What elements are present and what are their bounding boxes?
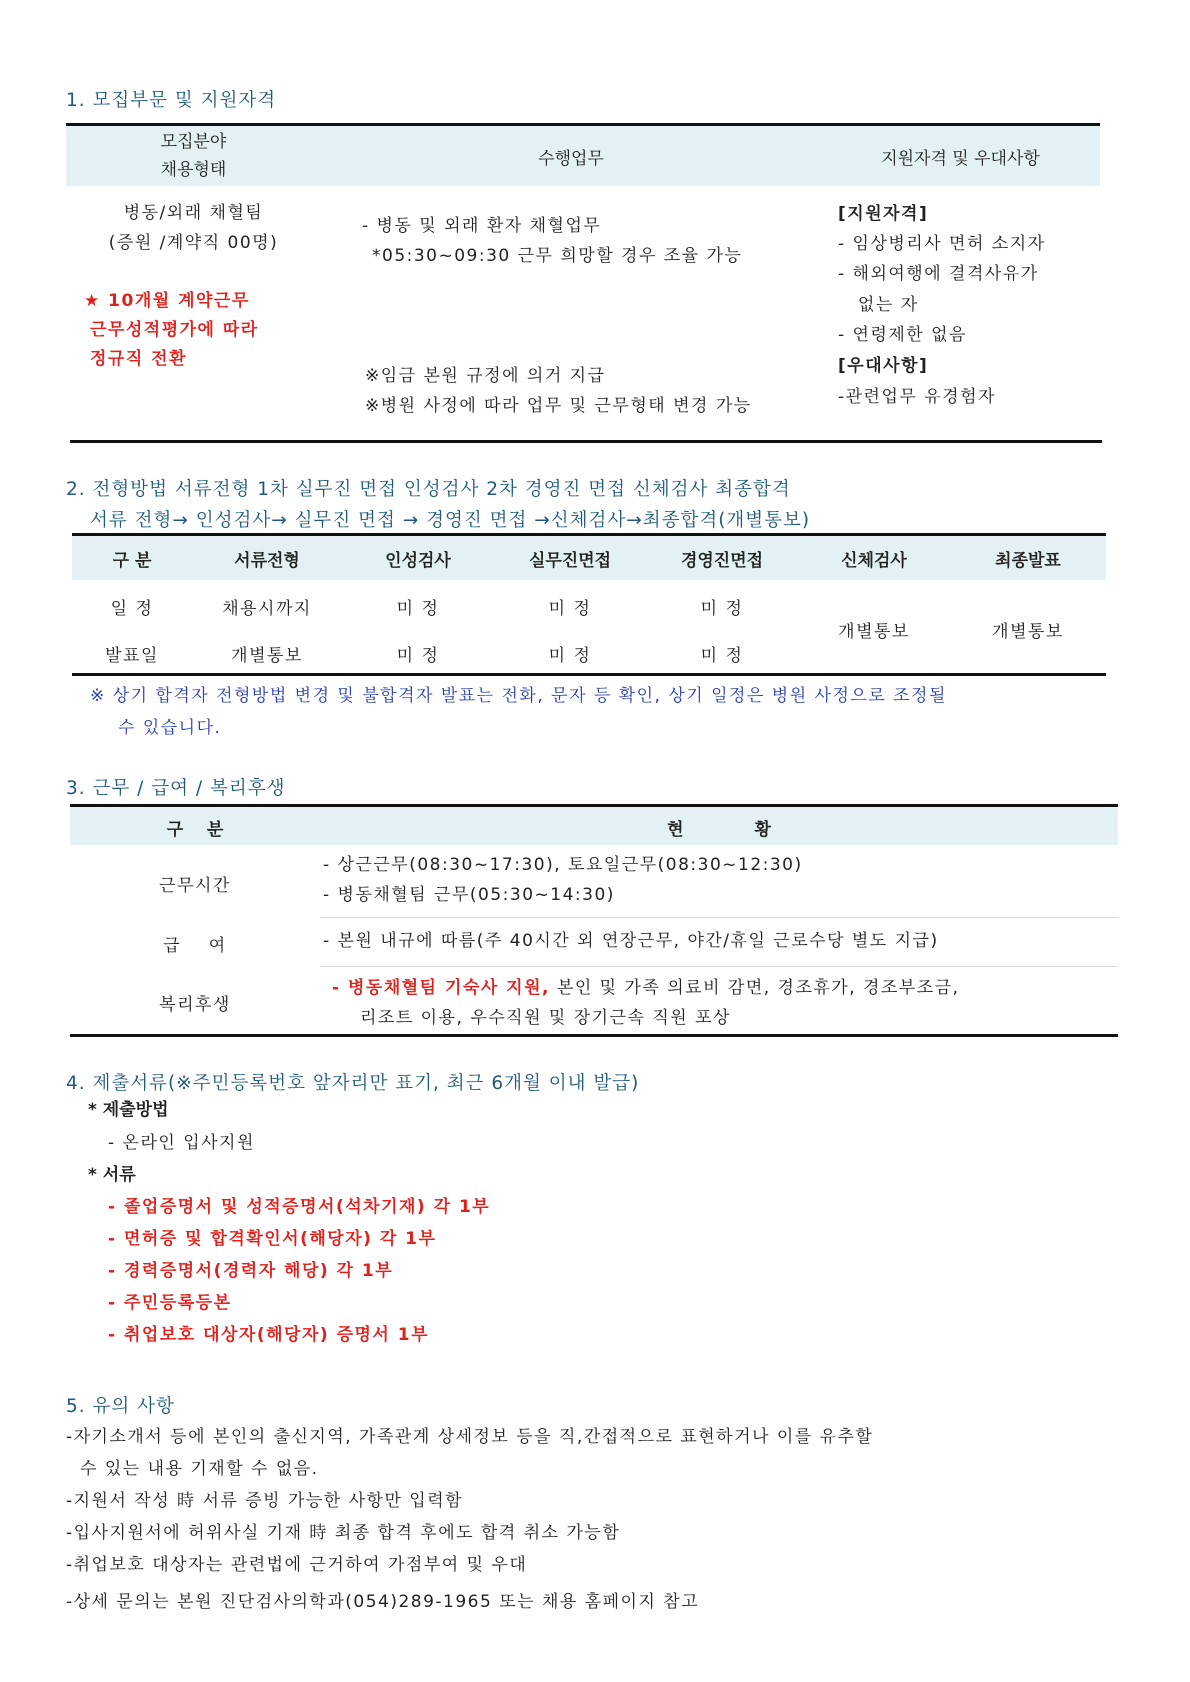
qual-2: - 해외여행에 결격사유가 (838, 264, 1039, 284)
document-1: - 졸업증명서 및 성적증명서(석차기재) 각 1부 (108, 1197, 491, 1217)
dept-name: 병동/외래 채혈팀 (123, 203, 264, 223)
pref-1: -관련업무 유경험자 (838, 387, 996, 407)
benefit-divider-2 (320, 966, 1118, 967)
welfare-dorm-support: - 병동채혈팀 기숙사 지원, (332, 978, 550, 998)
sel-row2-exec-interview: 미 정 (700, 646, 744, 666)
sel-row1-documents: 채용시까지 (222, 599, 312, 619)
selection-flow: 서류 전형→ 인성검사→ 실무진 면접 → 경영진 면접 →신체검사→최종합격(개별통보) (90, 510, 811, 531)
sel-row1-exec-interview: 미 정 (700, 599, 744, 619)
section2-title: 2. 전형방법 서류전형 1차 실무진 면접 인성검사 2차 경영진 면접 신체검사 최종합격 (66, 479, 791, 500)
section1-header-col1 (66, 128, 321, 184)
sel-header-aptitude: 인성검사 (385, 551, 451, 571)
document-2: - 면허증 및 합격확인서(해당자) 각 1부 (108, 1229, 437, 1249)
document-3: - 경력증명서(경력자 해당) 각 1부 (108, 1261, 394, 1281)
sel-header-category: 구 분 (112, 551, 152, 571)
duty-1: - 병동 및 외래 환자 채혈업무 (362, 216, 602, 236)
sel-header-staff-interview: 실무진면접 (528, 551, 612, 571)
sel-row1-aptitude: 미 정 (396, 599, 440, 619)
sel-row2-staff-interview: 미 정 (548, 646, 592, 666)
header-qualifications: 지원자격 및 우대사항 (881, 149, 1040, 169)
section5-title: 5. 유의 사항 (66, 1396, 175, 1417)
caution-4: -취업보호 대상자는 관련법에 근거하여 가점부여 및 우대 (66, 1555, 528, 1575)
document-4: - 주민등록등본 (108, 1293, 232, 1313)
sel-row2-aptitude: 미 정 (396, 646, 440, 666)
benefit-header-category: 구 분 (166, 820, 224, 840)
selection-note-2: 수 있습니다. (118, 718, 222, 738)
contract-note-3: 정규직 전환 (90, 349, 188, 369)
qual-title: [지원자격] (838, 204, 929, 224)
welfare-line-2: 리조트 이용, 우수직원 및 장기근속 직원 포상 (360, 1008, 731, 1028)
contract-note-2: 근무성적평가에 따라 (90, 320, 259, 340)
section1-bottom-rule (70, 440, 1102, 443)
duty-2: *05:30~09:30 근무 희망할 경우 조율 가능 (372, 246, 743, 266)
header-duties: 수행업무 (538, 149, 604, 169)
document-5: - 취업보호 대상자(해당자) 증명서 1부 (108, 1325, 430, 1345)
sel-header-physical: 신체검사 (841, 551, 907, 571)
caution-1-cont: 수 있는 내용 기재할 수 없음. (80, 1459, 319, 1479)
sel-header-final: 최종발표 (995, 551, 1061, 571)
work-hours-1: - 상근근무(08:30~17:30), 토요일근무(08:30~12:30) (323, 855, 803, 875)
dept-type: (증원 /계약직 00명) (108, 233, 279, 253)
sel-header-documents: 서류전형 (234, 551, 300, 571)
sel-row2-documents: 개별통보 (231, 646, 303, 666)
caution-3: -입사지원서에 허위사실 기재 時 최종 합격 후에도 합격 취소 가능함 (66, 1523, 621, 1543)
section2-bottom-rule (72, 673, 1106, 676)
welfare-line-1 (332, 973, 960, 1003)
qual-3: 없는 자 (858, 295, 919, 315)
sel-row1-label: 일 정 (110, 599, 154, 619)
pay-label: 급 여 (163, 936, 227, 956)
section4-title: 4. 제출서류(※주민등록번호 앞자리만 표기, 최근 6개월 이내 발급) (66, 1073, 640, 1094)
section3-title: 3. 근무 / 급여 / 복리후생 (66, 778, 286, 799)
qual-4: - 연령제한 없음 (838, 325, 967, 345)
documents-title: * 서류 (88, 1165, 136, 1185)
pay-detail: - 본원 내규에 따름(주 40시간 외 연장근무, 야간/휴일 근로수당 별도 지급) (323, 931, 939, 951)
work-hours-label: 근무시간 (159, 876, 231, 896)
benefit-header-status: 현 황 (667, 820, 771, 840)
sel-final-merged: 개별통보 (992, 622, 1064, 642)
submit-method-title: * 제출방법 (88, 1100, 169, 1120)
welfare-other-benefits: 본인 및 가족 의료비 감면, 경조휴가, 경조부조금, (550, 978, 960, 998)
caution-2: -지원서 작성 時 서류 증빙 가능한 사항만 입력함 (66, 1491, 464, 1511)
welfare-label: 복리후생 (159, 995, 231, 1015)
selection-note-1: ※ 상기 합격자 전형방법 변경 및 불합격자 발표는 전화, 문자 등 확인, 상기 일정은 병원 사정으로 조정될 (90, 686, 947, 706)
work-hours-2: - 병동채혈팀 근무(05:30~14:30) (323, 885, 615, 905)
section3-bottom-rule (70, 1034, 1118, 1037)
sel-physical-merged: 개별통보 (838, 622, 910, 642)
qual-1: - 임상병리사 면허 소지자 (838, 234, 1046, 254)
duty-note-1: ※임금 본원 규정에 의거 지급 (365, 366, 606, 386)
benefit-divider-1 (320, 917, 1118, 918)
header-employment-type: 채용형태 (160, 160, 227, 180)
contract-note-1: ★ 10개월 계약근무 (84, 291, 250, 311)
section1-title: 1. 모집부문 및 지원자격 (66, 90, 277, 111)
sel-row2-label: 발표일 (105, 646, 159, 666)
duty-note-2: ※병원 사정에 따라 업무 및 근무형태 변경 가능 (365, 396, 752, 416)
caution-1: -자기소개서 등에 본인의 출신지역, 가족관계 상세정보 등을 직,간접적으로 표현하거나 이를 유추할 (66, 1427, 874, 1447)
sel-header-exec-interview: 경영진면접 (680, 551, 764, 571)
dept-block (66, 198, 321, 258)
header-recruit-field: 모집분야 (160, 132, 227, 152)
sel-row1-staff-interview: 미 정 (548, 599, 592, 619)
pref-title: [우대사항] (838, 356, 929, 376)
submit-method: - 온라인 입사지원 (108, 1133, 255, 1153)
caution-5-contact: -상세 문의는 본원 진단검사의학과(054)289-1965 또는 채용 홈페이지 참고 (66, 1592, 700, 1612)
